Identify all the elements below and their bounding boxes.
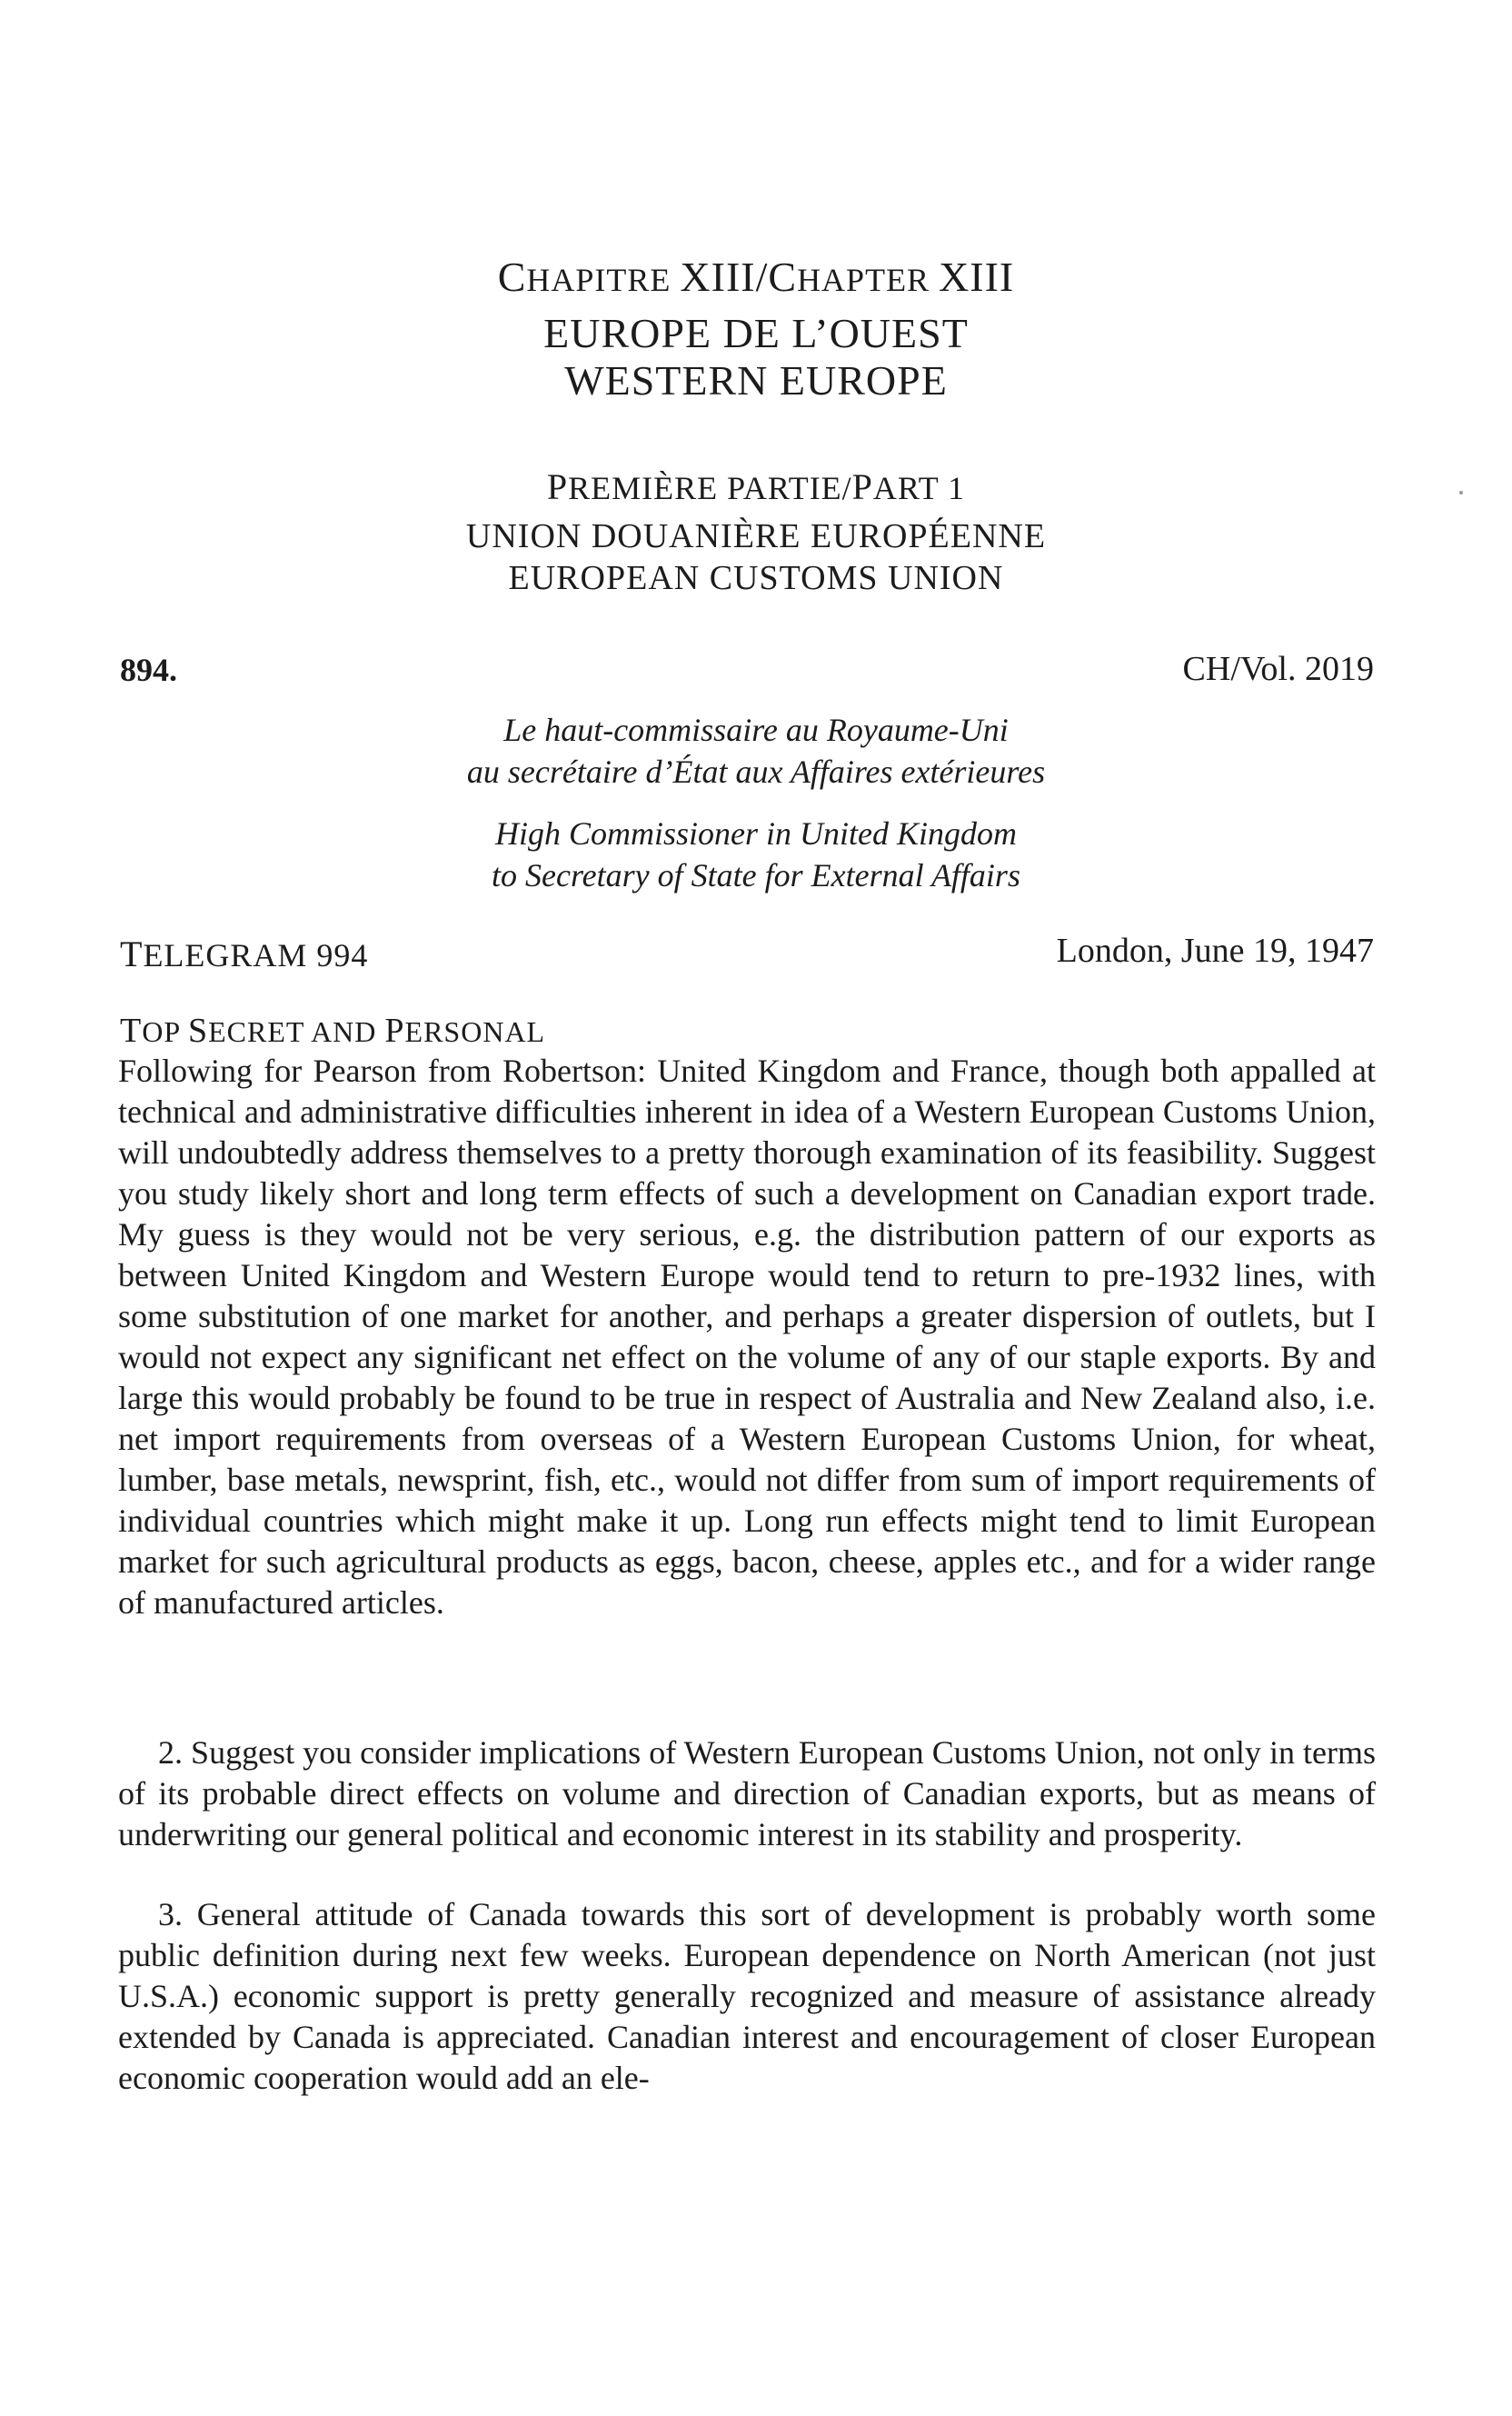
classification-s: S (187, 1012, 209, 1050)
document-number: 894. (120, 652, 177, 688)
classification-ecret: ECRET AND (208, 1015, 385, 1048)
part-label-fr-rest: REMIÈRE PARTIE/ (568, 470, 852, 506)
classification-label (120, 1011, 545, 1051)
margin-speck (1459, 491, 1463, 494)
chapter-label (0, 253, 1512, 301)
part-label-en-rest: ART 1 (872, 470, 966, 506)
heading-fr-line-1: Le haut-commissaire au Royaume-Uni (503, 712, 1009, 748)
heading-en-line-2: to Secretary of State for External Affairs (492, 857, 1020, 894)
heading-fr-line-2: au secrétaire d’État aux Affaires extérieures (466, 754, 1046, 790)
heading-en-line-1: High Commissioner in United Kingdom (494, 815, 1017, 852)
classification-op: OP (142, 1015, 188, 1048)
chapter-label-en-initial: C (768, 254, 798, 300)
chapter-title-en: WESTERN EUROPE (564, 357, 948, 404)
classification-t: T (120, 1012, 143, 1050)
telegram-initial: T (120, 933, 144, 974)
part-title-en: EUROPEAN CUSTOMS UNION (508, 559, 1004, 597)
document-reference: CH/Vol. 2019 (1182, 650, 1374, 688)
telegram-rest: ELEGRAM 994 (143, 937, 369, 973)
chapter-label-en-number: XIII (939, 254, 1015, 300)
part-label-en-initial: P (851, 466, 873, 507)
chapter-label-fr-rest: HAPITRE (526, 262, 681, 298)
chapter-label-fr-number: XIII/ (680, 254, 769, 300)
part-label (0, 465, 1512, 508)
chapter-title-fr: EUROPE DE L’OUEST (543, 310, 969, 356)
part-title-fr: UNION DOUANIÈRE EUROPÉENNE (465, 517, 1047, 555)
classification-ersonal: ERSONAL (404, 1015, 546, 1048)
body-paragraph-3: 3. General attitude of Canada towards this sort of development is probably worth some public definition during next few weeks. European dependence on North American (not just U.S.A.) economic support is pretty generally recognized and measure of assistance already extended by Canada is appreciated. Canadian interest and encouragement of closer European economic cooperation would add an ele- (118, 1896, 1376, 2096)
place-date: London, June 19, 1947 (1056, 932, 1374, 970)
telegram-label (120, 933, 368, 975)
chapter-label-fr-initial: C (497, 254, 527, 300)
chapter-label-en-rest: HAPTER (797, 262, 940, 298)
classification-p: P (384, 1012, 405, 1050)
part-label-fr-initial: P (546, 466, 569, 507)
body-paragraph-1: Following for Pearson from Robertson: United Kingdom and France, though both appalled at technical and administrative difficulties inherent in idea of a Western European Customs Union, will undoubtedly address themselves to a pretty thorough examination of its feasibility. Suggest you study likely short and long term effects of such a development on Canadian export trade. My guess is they would not be very serious, e.g. the distribution pattern of our exports as between United Kingdom and Western Europe would tend to return to pre-1932 lines, with some substitution of one market for another, and perhaps a greater dispersion of outlets, but I would not expect any significant net effect on the volume of any of our staple exports. By and large this would probably be found to be true in respect of Australia and New Zealand also, i.e. net import requirements from overseas of a Western European Customs Union, for wheat, lumber, base metals, newsprint, fish, etc., would not differ from sum of import requirements of individual countries which might make it up. Long run effects might tend to limit European market for such agricultural products as eggs, bacon, cheese, apples etc., and for a wider range of manufactured articles. (118, 1053, 1376, 1621)
body-paragraph-2: 2. Suggest you consider implications of Western European Customs Union, not only in terms of its probable direct effects on volume and direction of Canadian exports, but as means of underwriting our general political and economic interest in its stability and prosperity. (118, 1734, 1376, 1852)
